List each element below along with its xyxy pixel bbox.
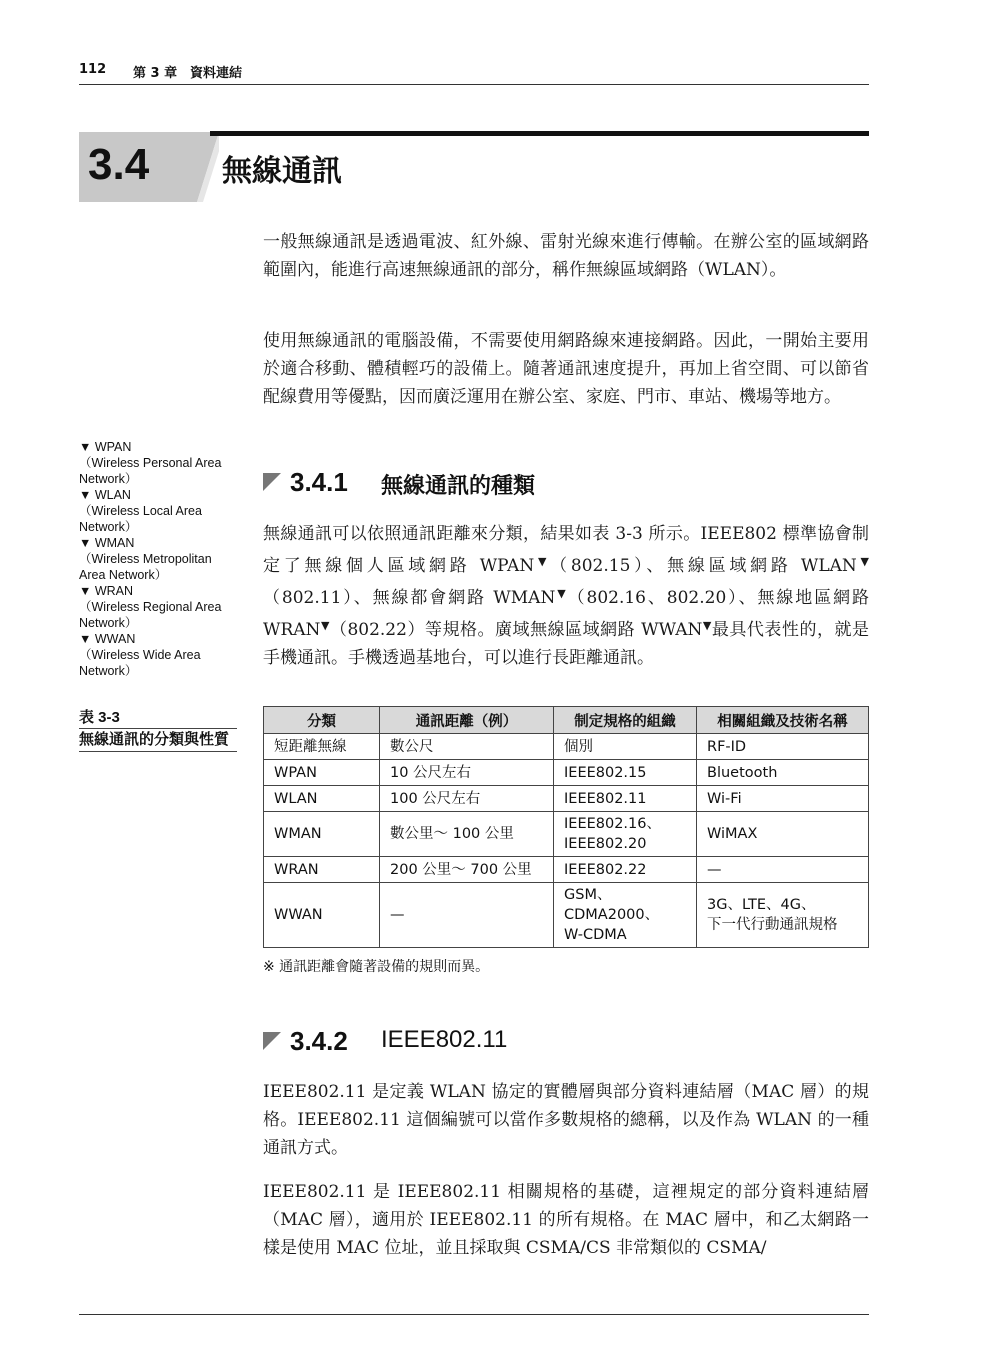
table-cell: WRAN	[264, 857, 380, 883]
intro-paragraph-2: 使用無線通訊的電腦設備，不需要使用網路線來連接網路。因此，一開始主要用於適合移動、體積輕巧的設備上。隨著通訊速度提升，再加上省空間、可以節省配線費用等優點，因而廣泛運用在辦公室、家庭、門市、車站、機場等地方。	[263, 331, 869, 407]
table-cell: IEEE802.16、 IEEE802.20	[554, 812, 697, 857]
table-header: 制定規格的組織	[554, 707, 697, 734]
table-header: 通訊距離（例）	[380, 707, 554, 734]
table-row	[264, 812, 869, 857]
subsection-heading-341	[263, 467, 869, 501]
table-row	[264, 857, 869, 883]
table-header: 分類	[264, 707, 380, 734]
table-row	[264, 786, 869, 812]
table-cell: Wi-Fi	[697, 786, 869, 812]
table-cell: WLAN	[264, 786, 380, 812]
chapter-title: 資料連結	[190, 66, 243, 81]
table-cell: IEEE802.15	[554, 760, 697, 786]
table-cell: 短距離無線	[264, 734, 380, 760]
table-cell: GSM、 CDMA2000、 W-CDMA	[554, 883, 697, 948]
section-number: 3.4	[88, 140, 150, 189]
subsection-number: 3.4.2	[290, 1026, 348, 1056]
table-cell: —	[697, 857, 869, 883]
glossary-item: ▼ WPAN （Wireless Personal Area Network）	[79, 440, 222, 486]
table-cell: —	[380, 883, 554, 948]
subsection-number: 3.4.1	[290, 467, 348, 497]
wireless-table	[263, 706, 869, 948]
table-header: 相關組織及技術名稱	[697, 707, 869, 734]
header-rule	[79, 84, 869, 85]
triangle-icon	[263, 1032, 281, 1050]
subsection-paragraph-342-1: IEEE802.11 是定義 WLAN 協定的實體層與部分資料連結層（MAC 層）的規格。IEEE802.11 這個編號可以當作多數規格的總稱，以及作為 WLAN 的一種通訊方式。	[263, 1082, 869, 1158]
table-cell: 數公里～ 100 公里	[380, 812, 554, 857]
chapter-label: 第 3 章	[133, 66, 178, 81]
subsection-title: 無線通訊的種類	[381, 474, 536, 499]
glossary-item: ▼ WLAN （Wireless Local Area Network）	[79, 488, 202, 534]
subsection-paragraph-341: 無線通訊可以依照通訊距離來分類，結果如表 3-3 所示。IEEE802 標準協會制定了無線個人區域網路 WPAN▼（802.15）、無線區域網路 WLAN▼（802.11）、無線都會網路 WMAN▼（802.16、802.20）、無線地區網路 WRAN▼（802.22）等規格。廣域無線區域網路 WWAN▼最具代表性的，就是手機通訊。手機透過基地台，可以進行長距離通訊。	[263, 524, 869, 668]
table-caption-title: 無線通訊的分類與性質	[79, 730, 230, 748]
table-cell: RF-ID	[697, 734, 869, 760]
subsection-heading-342	[263, 1026, 869, 1060]
table-cell: IEEE802.22	[554, 857, 697, 883]
glossary-item: ▼ WWAN （Wireless Wide Area Network）	[79, 632, 201, 678]
glossary-item: ▼ WRAN （Wireless Regional Area Network）	[79, 584, 222, 630]
subsection-title: IEEE802.11	[381, 1026, 508, 1053]
sidebar-glossary	[79, 439, 239, 679]
table-row	[264, 734, 869, 760]
triangle-icon	[263, 473, 281, 491]
table-cell: 10 公尺左右	[380, 760, 554, 786]
page-number: 112	[79, 62, 107, 77]
table-cell: 個別	[554, 734, 697, 760]
section-bar	[210, 131, 869, 136]
table-cell: 100 公尺左右	[380, 786, 554, 812]
table-caption-label: 表 3-3	[79, 709, 120, 726]
table-row	[264, 760, 869, 786]
subsection-paragraph-342-2: IEEE802.11 是 IEEE802.11 相關規格的基礎，這裡規定的部分資料連結層（MAC 層），適用於 IEEE802.11 的所有規格。在 MAC 層中，和乙太網路一樣是使用 MAC 位址，並且採取與 CSMA/CS 非常類似的 CSMA/	[263, 1182, 869, 1258]
table-cell: 3G、LTE、4G、 下一代行動通訊規格	[697, 883, 869, 948]
table-row	[264, 883, 869, 948]
table-caption	[79, 709, 237, 752]
table-cell: WiMAX	[697, 812, 869, 857]
glossary-item: ▼ WMAN （Wireless Metropolitan Area Network）	[79, 536, 212, 582]
table-cell: 200 公里～ 700 公里	[380, 857, 554, 883]
footer-rule	[79, 1314, 869, 1315]
table-cell: WPAN	[264, 760, 380, 786]
table-cell: WMAN	[264, 812, 380, 857]
table-note: ※ 通訊距離會隨著設備的規則而異。	[263, 959, 490, 975]
table-cell: Bluetooth	[697, 760, 869, 786]
intro-paragraph-1: 一般無線通訊是透過電波、紅外線、雷射光線來進行傳輸。在辦公室的區域網路範圍內，能進行高速無線通訊的部分，稱作無線區域網路（WLAN）。	[263, 232, 869, 280]
table-cell: WWAN	[264, 883, 380, 948]
section-title: 無線通訊	[222, 154, 342, 189]
table-cell: 數公尺	[380, 734, 554, 760]
running-header	[79, 62, 869, 86]
table-cell: IEEE802.11	[554, 786, 697, 812]
